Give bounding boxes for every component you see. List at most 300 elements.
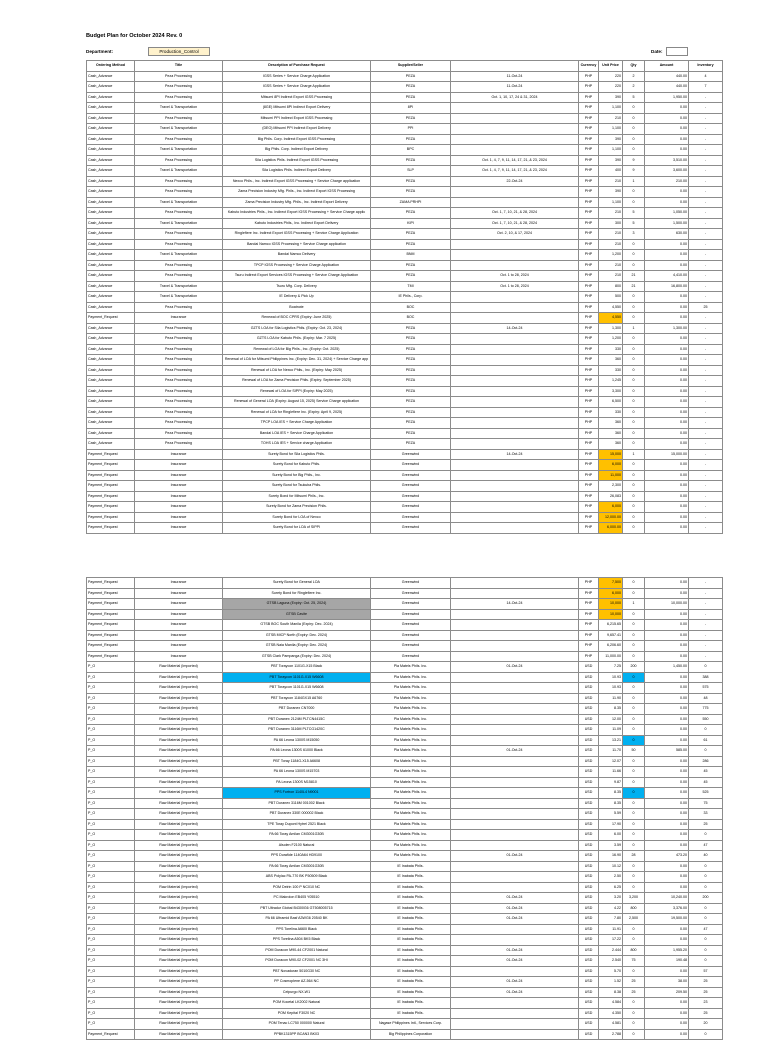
cell-supplier[interactable]: PEZA xyxy=(371,418,451,429)
cell-date[interactable] xyxy=(451,439,579,450)
cell-date[interactable] xyxy=(451,704,579,715)
cell-ordering-method[interactable]: P_O xyxy=(87,830,135,841)
cell-inventory[interactable]: - xyxy=(689,271,723,282)
cell-currency[interactable]: PHP xyxy=(579,630,599,641)
cell-date[interactable] xyxy=(451,523,579,534)
cell-unit-price[interactable]: 8.38 xyxy=(599,987,623,998)
cell-title[interactable]: Raw Material (Imported) xyxy=(135,725,223,736)
cell-supplier[interactable]: PEZA xyxy=(371,344,451,355)
cell-inventory[interactable]: 25 xyxy=(689,302,723,313)
cell-inventory[interactable]: 61 xyxy=(689,735,723,746)
cell-ordering-method[interactable]: P_O xyxy=(87,777,135,788)
cell-inventory[interactable]: 20 xyxy=(689,1019,723,1030)
cell-amount[interactable]: 0.00 xyxy=(645,113,689,124)
cell-unit-price[interactable]: 4.22 xyxy=(599,903,623,914)
cell-inventory[interactable]: - xyxy=(689,113,723,124)
cell-supplier[interactable]: IE Inabata Phils. xyxy=(371,872,451,883)
cell-description[interactable]: PBT Ultradur Global B4300G6 GT508005715 xyxy=(223,903,371,914)
cell-ordering-method[interactable]: Payment_Request xyxy=(87,651,135,662)
cell-description[interactable]: Renewal of LOA for Zama Precision Phils. (Expiry: September 2025) xyxy=(223,376,371,387)
cell-supplier[interactable]: Greenwind xyxy=(371,620,451,631)
cell-ordering-method[interactable]: P_O xyxy=(87,735,135,746)
cell-qty[interactable]: 0 xyxy=(623,966,645,977)
cell-description[interactable]: POM Duracon M90-44 CF2001 Natural xyxy=(223,945,371,956)
cell-amount[interactable]: 0.00 xyxy=(645,491,689,502)
cell-qty[interactable]: 0 xyxy=(623,672,645,683)
cell-ordering-method[interactable]: Cash_Advance xyxy=(87,386,135,397)
cell-date[interactable] xyxy=(451,428,579,439)
cell-unit-price[interactable]: 210 xyxy=(599,229,623,240)
cell-qty[interactable]: 0 xyxy=(623,418,645,429)
cell-qty[interactable]: 0 xyxy=(623,145,645,156)
cell-ordering-method[interactable]: Payment_Request xyxy=(87,313,135,324)
cell-currency[interactable]: PHP xyxy=(579,71,599,82)
cell-date[interactable]: 01-Oct-24 xyxy=(451,945,579,956)
cell-title[interactable]: Raw Material (Imported) xyxy=(135,861,223,872)
cell-date[interactable]: 11-Oct-24 xyxy=(451,71,579,82)
cell-date[interactable] xyxy=(451,386,579,397)
cell-description[interactable]: TPE Toray Dupont Hytrel 2521 Black xyxy=(223,819,371,830)
cell-supplier[interactable]: IE Inabata Phils. xyxy=(371,935,451,946)
cell-currency[interactable]: PHP xyxy=(579,113,599,124)
cell-unit-price[interactable]: 360 xyxy=(599,428,623,439)
cell-qty[interactable]: 0 xyxy=(623,588,645,599)
cell-currency[interactable]: PHP xyxy=(579,250,599,261)
cell-description[interactable]: PA 66 Ultramid Basf A3WG6 20540 BK xyxy=(223,914,371,925)
cell-unit-price[interactable]: 2.50 xyxy=(599,872,623,883)
cell-qty[interactable]: 25 xyxy=(623,977,645,988)
cell-amount[interactable]: 0.00 xyxy=(645,777,689,788)
cell-amount[interactable]: 0.00 xyxy=(645,714,689,725)
cell-description[interactable]: IGSS Series + Service Charge Application xyxy=(223,82,371,93)
cell-currency[interactable]: USD xyxy=(579,872,599,883)
cell-date[interactable] xyxy=(451,460,579,471)
cell-ordering-method[interactable]: P_O xyxy=(87,987,135,998)
cell-date[interactable] xyxy=(451,714,579,725)
cell-title[interactable]: Insurance xyxy=(135,491,223,502)
cell-date[interactable] xyxy=(451,418,579,429)
cell-title[interactable]: Travel & Transportation xyxy=(135,145,223,156)
cell-date[interactable]: Oct. 1, 7, 10, 21, & 28, 2024 xyxy=(451,208,579,219)
cell-title[interactable]: Insurance xyxy=(135,523,223,534)
cell-description[interactable]: PBT Toraycon 1101G-X15 Black xyxy=(223,662,371,673)
cell-inventory[interactable]: - xyxy=(689,166,723,177)
cell-ordering-method[interactable]: Payment_Request xyxy=(87,609,135,620)
cell-qty[interactable]: 0 xyxy=(623,882,645,893)
cell-amount[interactable]: 0.00 xyxy=(645,145,689,156)
cell-unit-price[interactable]: 210 xyxy=(599,176,623,187)
cell-title[interactable]: Insurance xyxy=(135,313,223,324)
cell-currency[interactable]: USD xyxy=(579,840,599,851)
cell-qty[interactable]: 0 xyxy=(623,924,645,935)
cell-amount[interactable]: 0.00 xyxy=(645,609,689,620)
cell-inventory[interactable]: 0 xyxy=(689,725,723,736)
cell-qty[interactable]: 0 xyxy=(623,113,645,124)
cell-unit-price[interactable]: 210 xyxy=(599,113,623,124)
cell-supplier[interactable]: Pla Matels Phils. Inc. xyxy=(371,746,451,757)
cell-amount[interactable]: 15,000.00 xyxy=(645,449,689,460)
cell-supplier[interactable]: Greenwind xyxy=(371,599,451,610)
cell-currency[interactable]: PHP xyxy=(579,281,599,292)
cell-supplier[interactable]: PEZA xyxy=(371,271,451,282)
cell-supplier[interactable]: Pla Matels Phils. Inc. xyxy=(371,672,451,683)
cell-description[interactable]: PC Makrolon EB405 Y05510 xyxy=(223,893,371,904)
cell-ordering-method[interactable]: P_O xyxy=(87,903,135,914)
cell-amount[interactable]: 19,500.00 xyxy=(645,914,689,925)
cell-inventory[interactable]: - xyxy=(689,502,723,513)
cell-currency[interactable]: USD xyxy=(579,882,599,893)
cell-ordering-method[interactable]: Cash_Advance xyxy=(87,428,135,439)
cell-amount[interactable]: 0.00 xyxy=(645,197,689,208)
cell-currency[interactable]: PHP xyxy=(579,449,599,460)
cell-unit-price[interactable]: 12.07 xyxy=(599,756,623,767)
cell-description[interactable]: Renewal of LOA for Ringlefiere Inc. (Expiry: April 9, 2025) xyxy=(223,407,371,418)
cell-amount[interactable]: 0.00 xyxy=(645,1029,689,1040)
cell-inventory[interactable]: - xyxy=(689,651,723,662)
cell-amount[interactable]: 0.00 xyxy=(645,704,689,715)
cell-qty[interactable]: 3 xyxy=(623,229,645,240)
cell-currency[interactable]: USD xyxy=(579,1008,599,1019)
cell-description[interactable]: Renewal of BOC CPRS (Expiry: June 2025) xyxy=(223,313,371,324)
cell-ordering-method[interactable]: P_O xyxy=(87,798,135,809)
cell-date[interactable] xyxy=(451,260,579,271)
cell-title[interactable]: Insurance xyxy=(135,651,223,662)
cell-title[interactable]: Peza Processing xyxy=(135,82,223,93)
cell-inventory[interactable]: 0 xyxy=(689,956,723,967)
cell-inventory[interactable]: - xyxy=(689,481,723,492)
cell-description[interactable]: Kabuto Industries Phils., Inc. Indirect Export IGSS Processing + Service Charge applic xyxy=(223,208,371,219)
cell-title[interactable]: Insurance xyxy=(135,630,223,641)
cell-amount[interactable]: 0.00 xyxy=(645,344,689,355)
cell-amount[interactable]: 0.00 xyxy=(645,418,689,429)
cell-currency[interactable]: PHP xyxy=(579,491,599,502)
cell-title[interactable]: Raw Material (Imported) xyxy=(135,851,223,862)
cell-ordering-method[interactable]: Payment_Request xyxy=(87,1029,135,1040)
cell-date[interactable] xyxy=(451,651,579,662)
cell-title[interactable]: Insurance xyxy=(135,641,223,652)
cell-inventory[interactable]: 0 xyxy=(689,662,723,673)
cell-qty[interactable]: 0 xyxy=(623,502,645,513)
cell-title[interactable]: Raw Material (Imported) xyxy=(135,977,223,988)
cell-amount[interactable]: 0.00 xyxy=(645,313,689,324)
cell-title[interactable]: Raw Material (Imported) xyxy=(135,935,223,946)
cell-inventory[interactable]: 25 xyxy=(689,819,723,830)
cell-title[interactable]: Insurance xyxy=(135,460,223,471)
cell-qty[interactable]: 1 xyxy=(623,599,645,610)
cell-supplier[interactable]: PEZA xyxy=(371,355,451,366)
cell-title[interactable]: Insurance xyxy=(135,599,223,610)
cell-qty[interactable]: 9 xyxy=(623,155,645,166)
cell-currency[interactable]: USD xyxy=(579,987,599,998)
cell-inventory[interactable]: - xyxy=(689,620,723,631)
cell-unit-price[interactable]: 390 xyxy=(599,155,623,166)
cell-supplier[interactable]: Pla Matels Phils. Inc. xyxy=(371,683,451,694)
cell-date[interactable] xyxy=(451,935,579,946)
cell-ordering-method[interactable]: P_O xyxy=(87,882,135,893)
cell-currency[interactable]: PHP xyxy=(579,355,599,366)
cell-title[interactable]: Insurance xyxy=(135,609,223,620)
cell-description[interactable]: Surety Bond for Big Phils., Inc. xyxy=(223,470,371,481)
cell-title[interactable]: Peza Processing xyxy=(135,418,223,429)
cell-amount[interactable]: 0.00 xyxy=(645,798,689,809)
cell-unit-price[interactable]: 4,550 xyxy=(599,302,623,313)
cell-currency[interactable]: USD xyxy=(579,830,599,841)
cell-title[interactable]: Raw Material (Imported) xyxy=(135,798,223,809)
cell-title[interactable]: Raw Material (Imported) xyxy=(135,788,223,799)
cell-date[interactable] xyxy=(451,376,579,387)
cell-description[interactable]: Surety Bond for Tsukuba Phils. xyxy=(223,481,371,492)
cell-supplier[interactable]: PEZA xyxy=(371,365,451,376)
cell-supplier[interactable]: BNM xyxy=(371,250,451,261)
cell-supplier[interactable]: IE Inabata Phils. xyxy=(371,924,451,935)
cell-description[interactable]: Celpurgo NX-W1 xyxy=(223,987,371,998)
cell-date[interactable]: 01-Oct-24 xyxy=(451,903,579,914)
cell-inventory[interactable]: 33 xyxy=(689,809,723,820)
cell-date[interactable] xyxy=(451,250,579,261)
cell-date[interactable] xyxy=(451,798,579,809)
cell-currency[interactable]: PHP xyxy=(579,124,599,135)
cell-description[interactable]: Tsuru Indirect Export Services IGSS Processing + Service Charge Application xyxy=(223,271,371,282)
cell-supplier[interactable]: PEZA xyxy=(371,82,451,93)
cell-date[interactable]: 01-Oct-24 xyxy=(451,987,579,998)
cell-description[interactable]: TOHS LOA IES + Service charge Application xyxy=(223,439,371,450)
cell-qty[interactable]: 0 xyxy=(623,651,645,662)
cell-inventory[interactable]: - xyxy=(689,313,723,324)
cell-unit-price[interactable]: 500 xyxy=(599,292,623,303)
cell-amount[interactable]: 0.00 xyxy=(645,651,689,662)
cell-amount[interactable]: 0.00 xyxy=(645,428,689,439)
cell-ordering-method[interactable]: Payment_Request xyxy=(87,449,135,460)
cell-qty[interactable]: 2 xyxy=(623,71,645,82)
cell-currency[interactable]: PHP xyxy=(579,82,599,93)
cell-unit-price[interactable]: 1.52 xyxy=(599,977,623,988)
cell-currency[interactable]: PHP xyxy=(579,651,599,662)
cell-supplier[interactable]: BOC xyxy=(371,302,451,313)
cell-supplier[interactable]: Pla Matels Phils. Inc. xyxy=(371,809,451,820)
cell-inventory[interactable]: - xyxy=(689,588,723,599)
cell-currency[interactable]: PHP xyxy=(579,460,599,471)
cell-qty[interactable]: 0 xyxy=(623,197,645,208)
cell-title[interactable]: Travel & Transportation xyxy=(135,197,223,208)
cell-currency[interactable]: PHP xyxy=(579,334,599,345)
cell-title[interactable]: Raw Material (Imported) xyxy=(135,767,223,778)
cell-currency[interactable]: PHP xyxy=(579,229,599,240)
cell-ordering-method[interactable]: Cash_Advance xyxy=(87,355,135,366)
cell-description[interactable]: ABS Polylac PA-770 BK P50509 Black xyxy=(223,872,371,883)
cell-unit-price[interactable]: 12.00 xyxy=(599,714,623,725)
cell-supplier[interactable]: Greenwind xyxy=(371,481,451,492)
cell-currency[interactable]: PHP xyxy=(579,239,599,250)
cell-title[interactable]: Raw Material (Imported) xyxy=(135,956,223,967)
cell-date[interactable] xyxy=(451,788,579,799)
cell-ordering-method[interactable]: Cash_Advance xyxy=(87,124,135,135)
cell-currency[interactable]: PHP xyxy=(579,92,599,103)
cell-inventory[interactable]: 45 xyxy=(689,767,723,778)
cell-date[interactable]: 22-Oct-24 xyxy=(451,176,579,187)
cell-unit-price[interactable]: 11.09 xyxy=(599,725,623,736)
cell-unit-price[interactable]: 6,206.60 xyxy=(599,641,623,652)
cell-qty[interactable]: 0 xyxy=(623,1008,645,1019)
cell-qty[interactable]: 2 xyxy=(623,82,645,93)
cell-unit-price[interactable]: 220 xyxy=(599,82,623,93)
cell-description[interactable]: POM Kepital F3020 NC xyxy=(223,1008,371,1019)
cell-unit-price[interactable]: 2,300 xyxy=(599,481,623,492)
cell-date[interactable] xyxy=(451,672,579,683)
cell-title[interactable]: Peza Processing xyxy=(135,208,223,219)
cell-ordering-method[interactable]: Payment_Request xyxy=(87,630,135,641)
cell-unit-price[interactable]: 2.444 xyxy=(599,945,623,956)
cell-ordering-method[interactable]: Cash_Advance xyxy=(87,323,135,334)
cell-amount[interactable]: 473.20 xyxy=(645,851,689,862)
cell-currency[interactable]: PHP xyxy=(579,302,599,313)
cell-unit-price[interactable]: 800 xyxy=(599,281,623,292)
cell-currency[interactable]: USD xyxy=(579,809,599,820)
cell-inventory[interactable]: 0 xyxy=(689,1029,723,1040)
cell-qty[interactable]: 0 xyxy=(623,334,645,345)
cell-qty[interactable]: 0 xyxy=(623,481,645,492)
cell-date[interactable] xyxy=(451,134,579,145)
cell-inventory[interactable]: - xyxy=(689,512,723,523)
cell-inventory[interactable]: 0 xyxy=(689,903,723,914)
cell-title[interactable]: Peza Processing xyxy=(135,334,223,345)
cell-unit-price[interactable]: 4.350 xyxy=(599,1008,623,1019)
cell-description[interactable]: Sila Logistics Phils. Indirect Export IGSS Processing xyxy=(223,155,371,166)
cell-ordering-method[interactable]: Payment_Request xyxy=(87,641,135,652)
cell-qty[interactable]: 0 xyxy=(623,872,645,883)
cell-description[interactable]: Surety Bond for General LOA xyxy=(223,578,371,589)
cell-inventory[interactable]: - xyxy=(689,334,723,345)
cell-supplier[interactable]: Pla Matels Phils. Inc. xyxy=(371,735,451,746)
cell-amount[interactable]: 190.48 xyxy=(645,956,689,967)
cell-inventory[interactable]: - xyxy=(689,124,723,135)
cell-amount[interactable]: 210.00 xyxy=(645,176,689,187)
cell-currency[interactable]: USD xyxy=(579,798,599,809)
cell-description[interactable]: Surety Bond for Kabuto Phils. xyxy=(223,460,371,471)
cell-description[interactable]: PPS Torelina A504 BK5 Black xyxy=(223,935,371,946)
cell-inventory[interactable]: - xyxy=(689,460,723,471)
cell-amount[interactable]: 0.00 xyxy=(645,386,689,397)
cell-ordering-method[interactable]: P_O xyxy=(87,788,135,799)
cell-unit-price[interactable]: 210 xyxy=(599,260,623,271)
cell-supplier[interactable]: PEZA xyxy=(371,113,451,124)
cell-supplier[interactable]: PEZA xyxy=(371,323,451,334)
cell-inventory[interactable]: 525 xyxy=(689,788,723,799)
cell-inventory[interactable]: - xyxy=(689,491,723,502)
cell-currency[interactable]: PHP xyxy=(579,609,599,620)
cell-supplier[interactable]: IE Inabata Phils. xyxy=(371,945,451,956)
cell-title[interactable]: Raw Material (Imported) xyxy=(135,735,223,746)
cell-description[interactable]: PP Cosmoplene AZ-564 NC xyxy=(223,977,371,988)
cell-title[interactable]: Insurance xyxy=(135,620,223,631)
cell-description[interactable]: TPCP LOA IES + Service Charge Application xyxy=(223,418,371,429)
cell-supplier[interactable]: Greenwind xyxy=(371,588,451,599)
cell-amount[interactable]: 1,950.00 xyxy=(645,92,689,103)
cell-title[interactable]: Raw Material (Imported) xyxy=(135,903,223,914)
cell-title[interactable]: Peza Processing xyxy=(135,271,223,282)
cell-currency[interactable]: PHP xyxy=(579,313,599,324)
cell-supplier[interactable]: PEZA xyxy=(371,134,451,145)
cell-inventory[interactable]: 45 xyxy=(689,777,723,788)
cell-supplier[interactable]: PEZA xyxy=(371,187,451,198)
cell-inventory[interactable]: 7 xyxy=(689,82,723,93)
cell-date[interactable] xyxy=(451,882,579,893)
cell-amount[interactable]: 0.00 xyxy=(645,376,689,387)
cell-qty[interactable]: 75 xyxy=(623,956,645,967)
cell-description[interactable]: Big Phils. Corp. Indirect Export Delivery xyxy=(223,145,371,156)
cell-description[interactable]: Tsuru Mfg. Corp. Delivery xyxy=(223,281,371,292)
cell-qty[interactable]: 800 xyxy=(623,945,645,956)
cell-currency[interactable]: PHP xyxy=(579,470,599,481)
cell-date[interactable]: Oct. 1 to 28, 2024 xyxy=(451,271,579,282)
cell-ordering-method[interactable]: P_O xyxy=(87,809,135,820)
cell-inventory[interactable]: - xyxy=(689,397,723,408)
cell-title[interactable]: Raw Material (Imported) xyxy=(135,1019,223,1030)
cell-amount[interactable]: 0.00 xyxy=(645,935,689,946)
cell-currency[interactable]: USD xyxy=(579,725,599,736)
cell-title[interactable]: Insurance xyxy=(135,502,223,513)
cell-ordering-method[interactable]: Payment_Request xyxy=(87,512,135,523)
cell-unit-price[interactable]: 6,000 xyxy=(599,460,623,471)
cell-date[interactable]: 01-Oct-24 xyxy=(451,956,579,967)
cell-date[interactable]: Oct. 1, 7, 10, 21, & 28, 2024 xyxy=(451,218,579,229)
cell-amount[interactable]: 0.00 xyxy=(645,260,689,271)
cell-qty[interactable]: 800 xyxy=(623,903,645,914)
cell-currency[interactable]: PHP xyxy=(579,397,599,408)
cell-ordering-method[interactable]: P_O xyxy=(87,714,135,725)
cell-amount[interactable]: 0.00 xyxy=(645,588,689,599)
cell-unit-price[interactable]: 15,000 xyxy=(599,449,623,460)
cell-ordering-method[interactable]: P_O xyxy=(87,840,135,851)
cell-inventory[interactable]: 57 xyxy=(689,966,723,977)
cell-qty[interactable]: 0 xyxy=(623,355,645,366)
cell-qty[interactable]: 0 xyxy=(623,250,645,261)
cell-qty[interactable]: 0 xyxy=(623,187,645,198)
cell-currency[interactable]: PHP xyxy=(579,599,599,610)
cell-ordering-method[interactable]: P_O xyxy=(87,924,135,935)
cell-inventory[interactable]: - xyxy=(689,103,723,114)
cell-supplier[interactable]: IE Phils., Corp. xyxy=(371,292,451,303)
cell-supplier[interactable]: PEZA xyxy=(371,334,451,345)
cell-inventory[interactable]: 0 xyxy=(689,914,723,925)
cell-supplier[interactable]: PEZA xyxy=(371,92,451,103)
cell-description[interactable]: PBT Duranex 330E 000002 Black xyxy=(223,809,371,820)
cell-description[interactable]: Renewal of LOA for Big Phils., Inc. (Expiry: Oct. 2025) xyxy=(223,344,371,355)
cell-description[interactable]: PA 66 Toray Amilan CM3001G30B xyxy=(223,861,371,872)
cell-supplier[interactable]: IE Inabata Phils. xyxy=(371,956,451,967)
cell-unit-price[interactable]: 5.70 xyxy=(599,966,623,977)
cell-amount[interactable]: 16,800.00 xyxy=(645,281,689,292)
cell-supplier[interactable]: Greenwind xyxy=(371,641,451,652)
cell-ordering-method[interactable]: Payment_Request xyxy=(87,481,135,492)
cell-unit-price[interactable]: 390 xyxy=(599,134,623,145)
cell-title[interactable]: Raw Material (Imported) xyxy=(135,830,223,841)
cell-ordering-method[interactable]: Cash_Advance xyxy=(87,92,135,103)
cell-inventory[interactable]: - xyxy=(689,176,723,187)
cell-inventory[interactable]: 47 xyxy=(689,840,723,851)
cell-supplier[interactable]: Pla Matels Phils. Inc. xyxy=(371,788,451,799)
cell-ordering-method[interactable]: P_O xyxy=(87,851,135,862)
cell-unit-price[interactable]: 9.87 xyxy=(599,777,623,788)
cell-title[interactable]: Raw Material (Imported) xyxy=(135,924,223,935)
cell-unit-price[interactable]: 1,200 xyxy=(599,334,623,345)
cell-date[interactable] xyxy=(451,239,579,250)
cell-currency[interactable]: PHP xyxy=(579,292,599,303)
cell-amount[interactable]: 0.00 xyxy=(645,334,689,345)
cell-qty[interactable]: 0 xyxy=(623,124,645,135)
cell-currency[interactable]: USD xyxy=(579,956,599,967)
cell-amount[interactable]: 3,600.00 xyxy=(645,166,689,177)
cell-qty[interactable]: 0 xyxy=(623,386,645,397)
